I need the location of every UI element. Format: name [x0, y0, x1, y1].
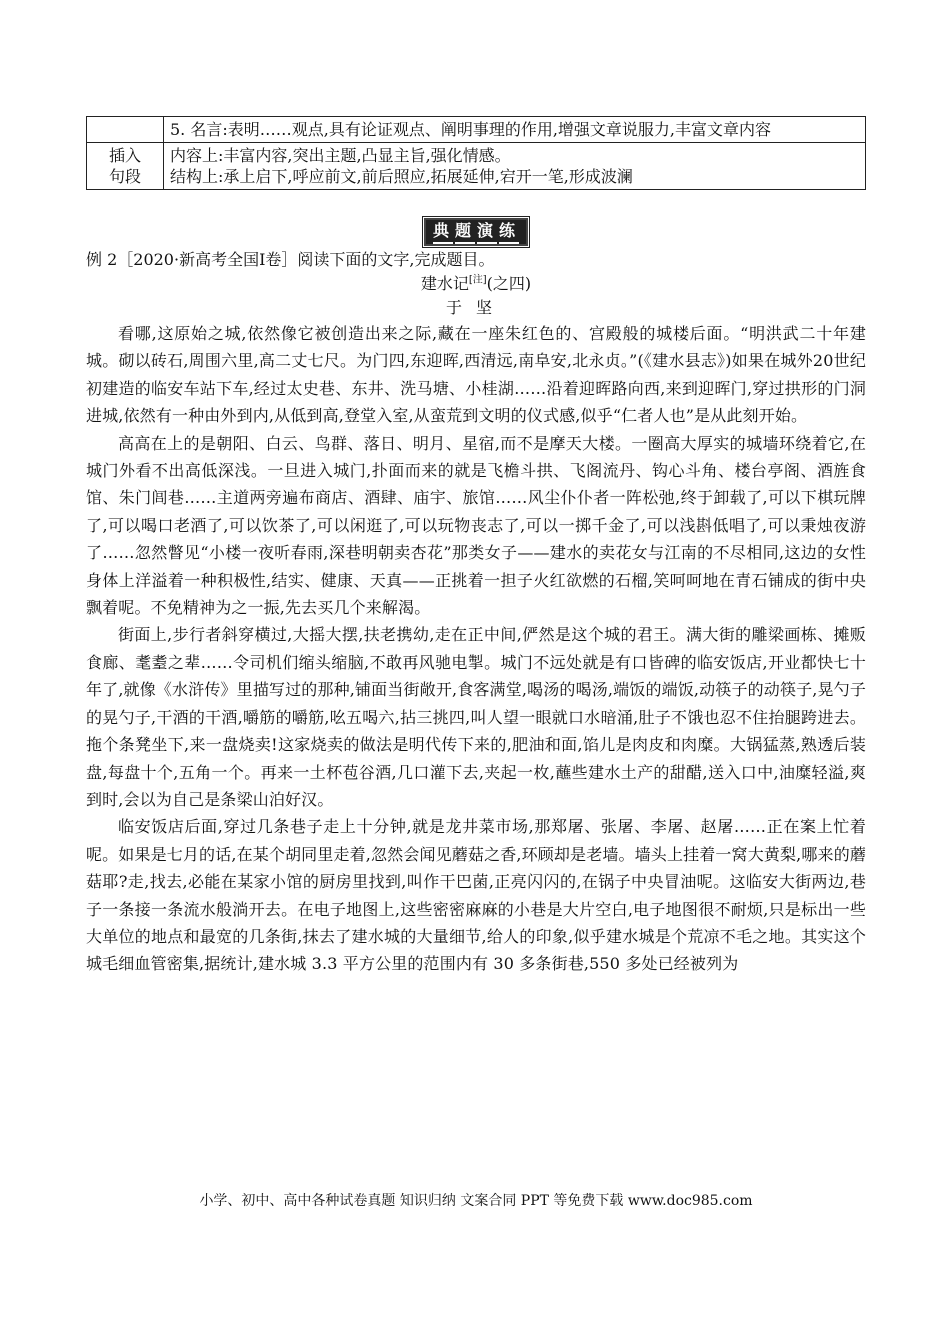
label-line: 句段 — [108, 167, 141, 186]
page-footer: 小学、初中、高中各种试卷真题 知识归纳 文案合同 PPT 等免费下载 www.doc985.com — [199, 1193, 753, 1209]
article-body — [86, 320, 866, 978]
article-title-suffix: (之四) — [486, 274, 532, 293]
table-row — [87, 143, 866, 190]
table-row — [87, 117, 866, 143]
article-author: 于坚 — [445, 298, 506, 317]
table-cell-label — [87, 143, 164, 190]
example-intro: 例 2［2020·新高考全国Ⅰ卷］阅读下面的文字,完成题目。 — [86, 250, 495, 269]
article-title-main: 建水记 — [420, 274, 469, 293]
section-banner — [86, 218, 866, 248]
banner-char: 典 — [433, 220, 453, 244]
insert-content-line: 内容上:丰富内容,突出主题,凸显主旨,强化情感。 — [170, 146, 511, 165]
section-banner-label — [424, 218, 528, 246]
article-paragraph: 临安饭店后面,穿过几条巷子走上十分钟,就是龙井菜市场,那郑屠、张屠、李屠、赵屠……正在案上忙着呢。如果是七月的话,在某个胡同里走着,忽然会闻见蘑菇之香,环顾却是老墙。墙头上挂着一窝大黄梨,哪来的蘑菇耶?走,找去,必能在某家小馆的厨房里找到,叫作干巴菌,正亮闪闪的,在锅子中央冒油呢。这临安大街两边,巷子一条接一条流水般淌开去。在电子地图上,这些密密麻麻的小巷是大片空白,电子地图很不耐烦,只是标出一些大单位的地点和最宽的几条街,抹去了建水城的大量细节,给人的印象,似乎建水城是个荒凉不毛之地。其实这个城毛细血管密集,据统计,建水城 3.3 平方公里的范围内有 30 多条街巷,550 多处已经被列为 — [86, 817, 866, 974]
title-note-marker: [注] — [468, 274, 487, 286]
article-paragraph: 高高在上的是朝阳、白云、鸟群、落日、明月、星宿,而不是摩天大楼。一圈高大厚实的城墙环绕着它,在城门外看不出高低深浅。一旦进入城门,扑面而来的就是飞檐斗拱、飞阁流丹、钩心斗角、楼台亭阁、酒旌食馆、朱门闾巷……主道两旁遍布商店、酒肆、庙宇、旅馆……风尘仆仆者一阵松弛,终于卸载了,可以下棋玩牌了,可以喝口老酒了,可以饮茶了,可以闲逛了,可以玩物丧志了,可以一掷千金了,可以浅斟低唱了,可以秉烛夜游了……忽然瞥见“小楼一夜听春雨,深巷明朝卖杏花”那类女子——建水的卖花女与江南的不尽相同,这边的女性身体上洋溢着一种积极性,结实、健康、天真——正挑着一担子火红欲燃的石榴,笑呵呵地在青石铺成的街中央飘着呢。不免精神为之一振,先去买几个来解渴。 — [86, 433, 866, 618]
label-line: 插入 — [108, 146, 141, 165]
article-paragraph: 看哪,这原始之城,依然像它被创造出来之际,藏在一座朱红色的、宫殿般的城楼后面。“明洪武二十年建城。砌以砖石,周围六里,高二丈七尺。为门四,东迎晖,西清远,南阜安,北永贞。”(《建水县志》)如果在城外20世纪初建造的临安车站下车,经过太史巷、东井、洗马塘、小桂湖……沿着迎晖路向西,来到迎晖门,穿过拱形的门洞进城,依然有一种由外到内,从低到高,登堂入室,从蛮荒到文明的仪式感,似乎“仁者人也”是从此刻开始。 — [86, 324, 866, 426]
insert-structure-line: 结构上:承上启下,呼应前文,前后照应,拓展延伸,宕开一笔,形成波澜 — [170, 167, 633, 186]
table-cell-quote-text: 5. 名言:表明……观点,具有论证观点、阐明事理的作用,增强文章说服力,丰富文章内容 — [164, 117, 866, 143]
page-content — [86, 116, 866, 978]
article-title — [86, 272, 866, 296]
table-cell-insert-text — [164, 143, 866, 190]
article-paragraph: 街面上,步行者斜穿横过,大摇大摆,扶老携幼,走在正中间,俨然是这个城的君王。满大街的雕梁画栋、摊贩食廊、耄耋之辈……令司机们缩头缩脑,不敢再风驰电掣。城门不远处就是有口皆碑的临安饭店,开业都快七十年了,就像《水浒传》里描写过的那种,铺面当街敞开,食客满堂,喝汤的喝汤,端饭的端饭,动筷子的动筷子,晃勺子的晃勺子,干酒的干酒,嚼筋的嚼筋,吆五喝六,拈三挑四,叫人望一眼就口水暗涌,肚子不饿也忍不住抬腿跨进去。拖个条凳坐下,来一盘烧卖!这家烧卖的做法是明代传下来的,肥油和面,馅儿是肉皮和肉糜。大锅猛蒸,熟透后装盘,每盘十个,五角一个。再来一土杯苞谷酒,几口灌下去,夹起一枚,蘸些建水土产的甜醋,送入口中,油糜轻溢,爽到时,会以为自己是条梁山泊好汉。 — [86, 625, 866, 809]
banner-char: 演 — [477, 220, 497, 244]
table-cell-empty — [87, 117, 164, 143]
banner-char: 练 — [499, 220, 519, 244]
summary-table — [86, 116, 866, 190]
banner-char: 题 — [455, 220, 475, 244]
